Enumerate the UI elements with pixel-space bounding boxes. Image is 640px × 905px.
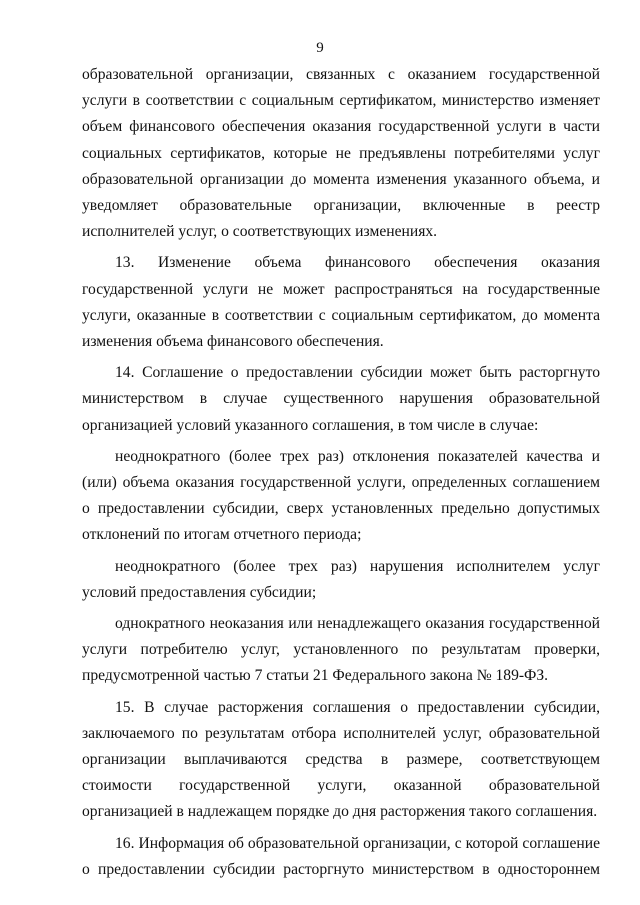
para-14-item-2: неоднократного (более трех раз) нарушения исполнителем услуг условий предоставления субсидии;	[82, 557, 600, 601]
para-13: 13. Изменение объема финансового обеспечения оказания государственной услуги не может распространяться на государственные услуги, оказанные в соответствии с социальным сертификатом, до момента изменения объема финансового обеспечения.	[82, 254, 600, 351]
para-14-item-3: однократного неоказания или ненадлежащего оказания государственной услуги потребителю услуг, установленного по результатам проверки, предусмотренной частью 7 статьи 21 Федерального закона № 189-ФЗ.	[82, 615, 600, 685]
para-14: 14. Соглашение о предоставлении субсидии может быть расторгнуто министерством в случае существенного нарушения образовательной организацией условий указанного соглашения, в том числе в случае:	[82, 364, 600, 434]
para-16: 16. Информация об образовательной организации, с которой соглашение о предоставлении субсидии расторгнуто министерством в одностороннем	[82, 834, 600, 878]
page-number: 9	[316, 40, 324, 56]
para-14-item-1: неоднократного (более трех раз) отклонения показателей качества и (или) объема оказания государственной услуги, определенных соглашением о предоставлении субсидии, сверх установленных предельно допустимых отклонений по итогам отчетного периода;	[82, 447, 600, 544]
document-body	[82, 62, 600, 888]
para-15: 15. В случае расторжения соглашения о предоставлении субсидии, заключаемого по результатам отбора исполнителей услуг, образовательной организации выплачиваются средства в размере, соответствующем стоимости государственной услуги, оказанной образовательной организацией в надлежащем порядке до дня расторжения такого соглашения.	[82, 698, 600, 821]
para-continuation: образовательной организации, связанных с оказанием государственной услуги в соответствии с социальным сертификатом, министерство изменяет объем финансового обеспечения оказания государственной услуги в части социальных сертификатов, которые не предъявлены потребителями услуг образовательной организации до момента изменения указанного объема, и уведомляет образовательные организации, включенные в реестр исполнителей услуг, о соответствующих изменениях.	[82, 66, 600, 241]
